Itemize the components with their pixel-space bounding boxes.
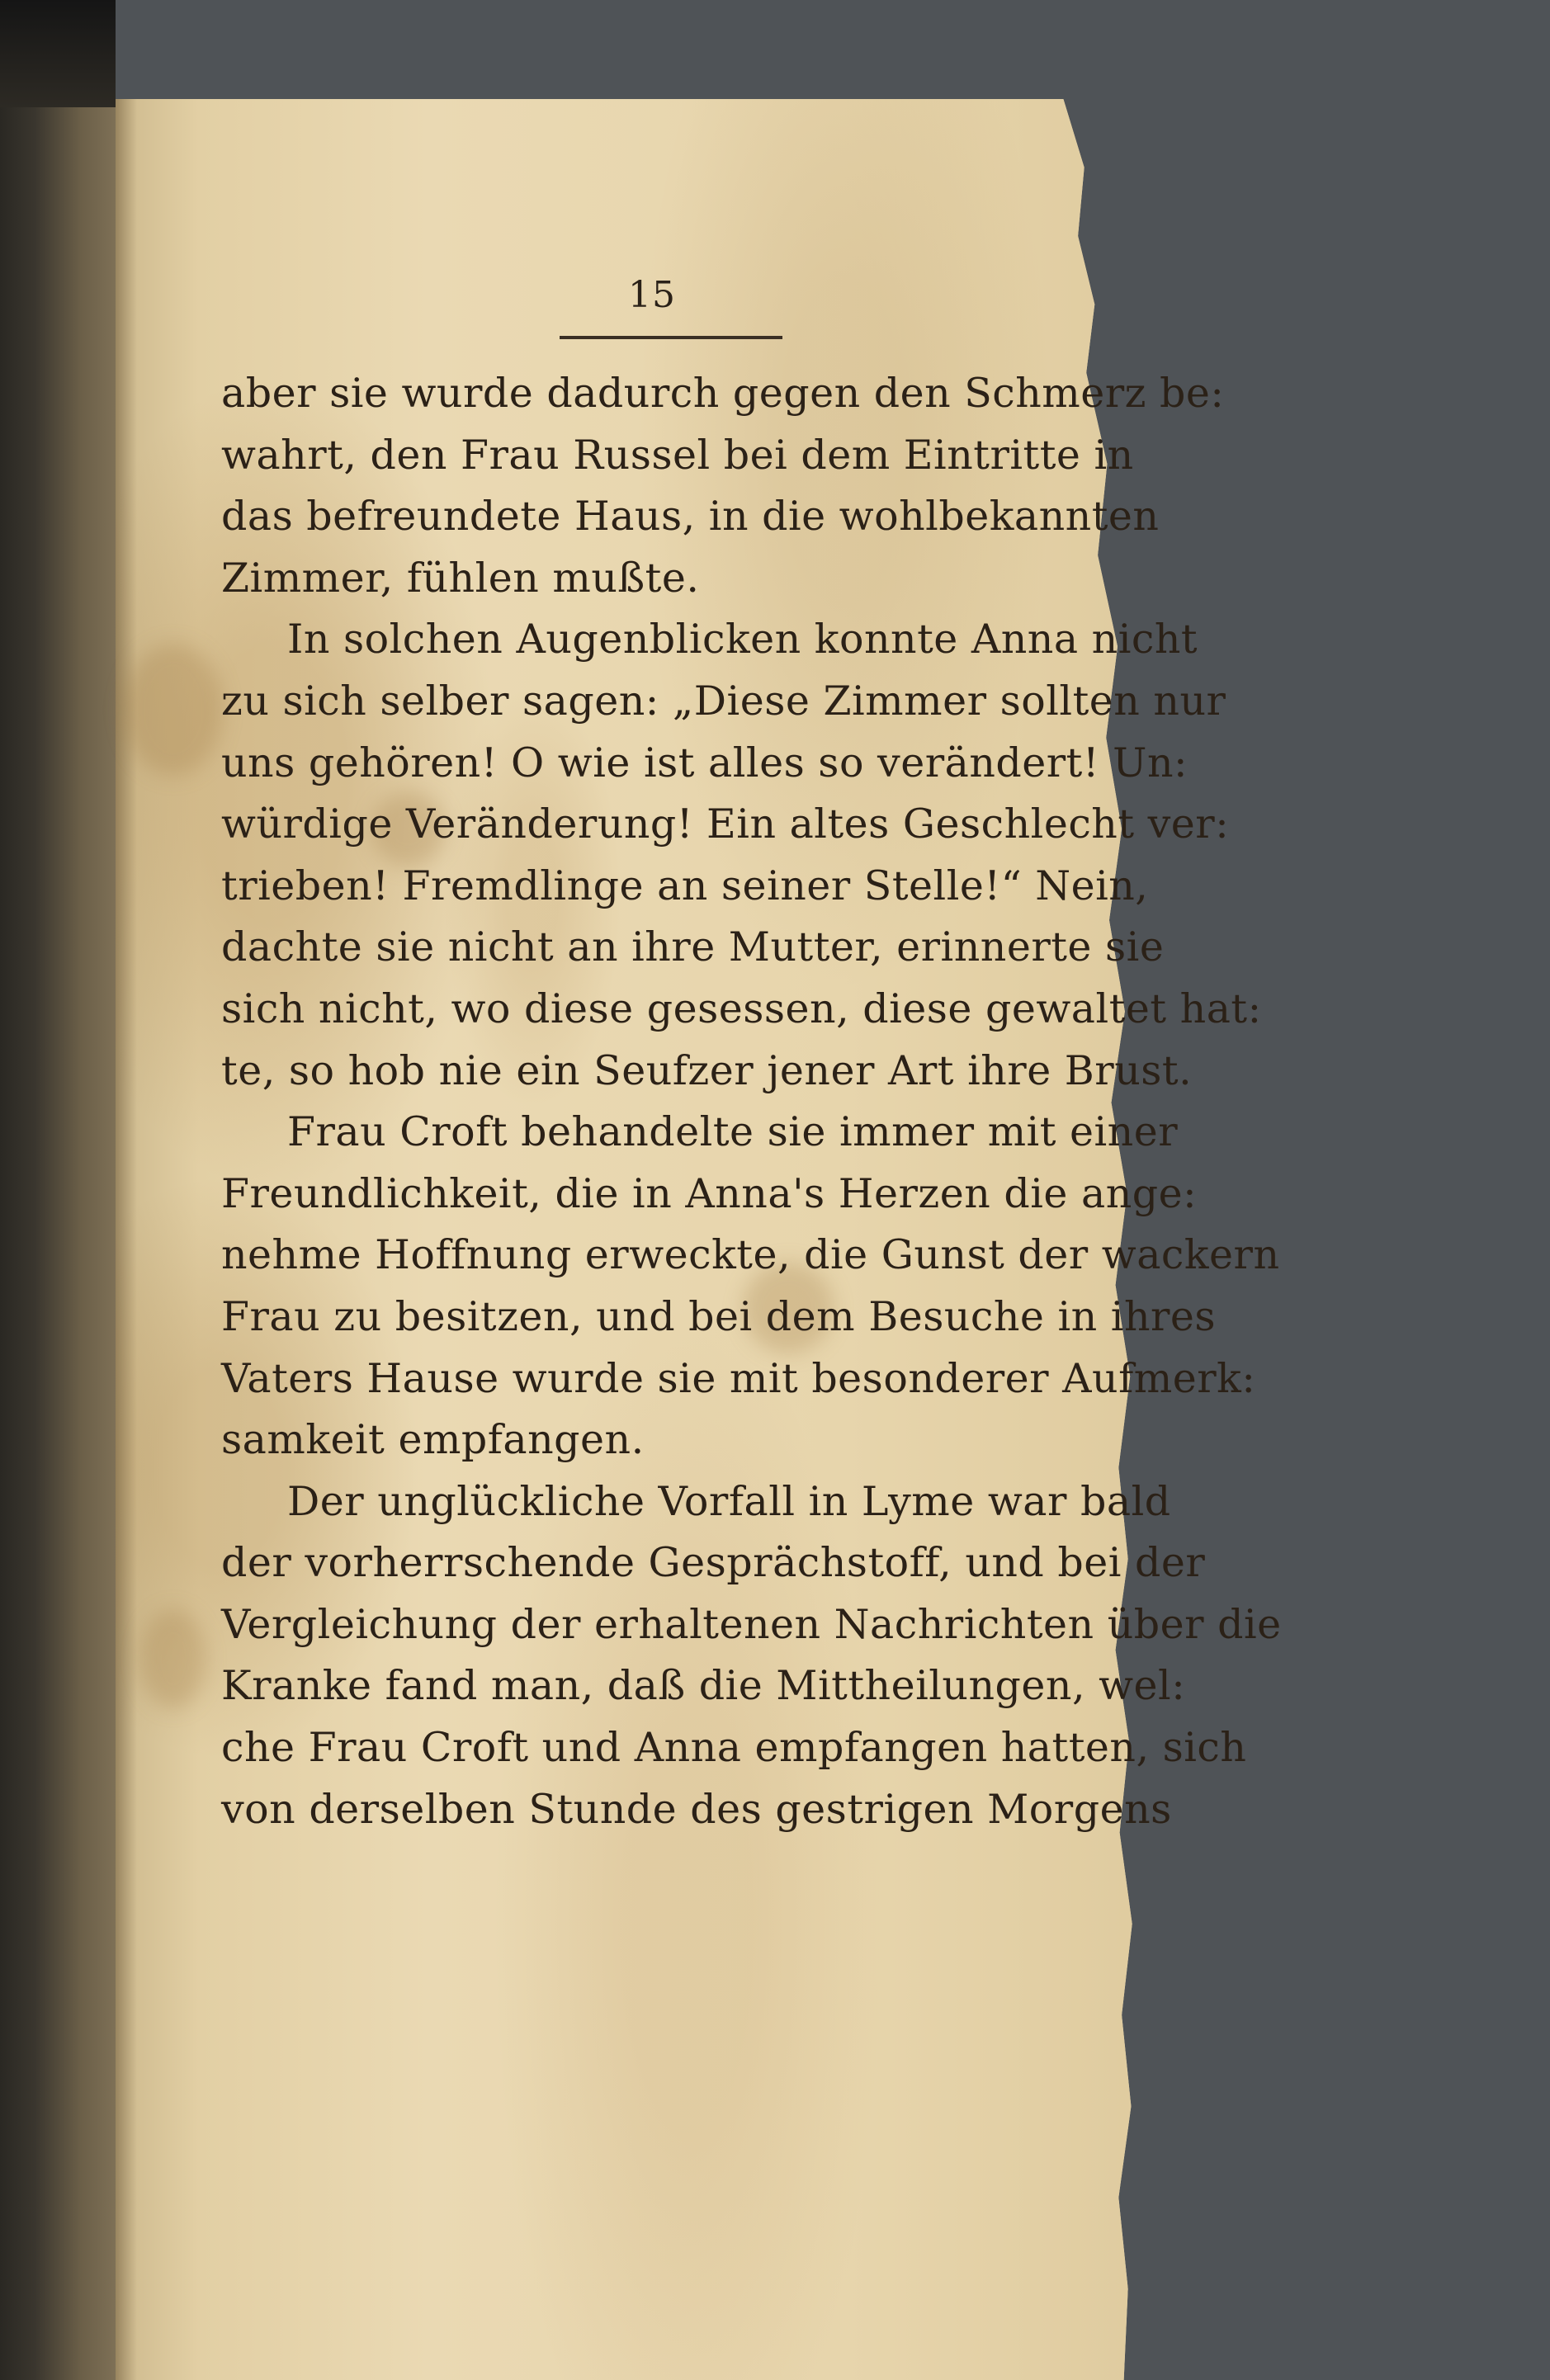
- text-line: Vaters Hause wurde sie mit besonderer Aufmerk:: [221, 1354, 1256, 1402]
- binding-corner: [0, 0, 116, 107]
- text-line: Freundlichkeit, die in Anna's Herzen die ange:: [221, 1169, 1198, 1217]
- text-line: Zimmer, fühlen mußte.: [221, 554, 700, 602]
- foxing-stain: [140, 1609, 206, 1708]
- text-line: samkeit empfangen.: [221, 1416, 645, 1464]
- page-number: 15: [628, 274, 676, 316]
- text-line: Frau Croft behandelte sie immer mit einer: [287, 1108, 1179, 1156]
- text-line: Der unglückliche Vorfall in Lyme war bald: [287, 1477, 1171, 1525]
- text-line: wahrt, den Frau Russel bei dem Eintritte in: [221, 431, 1134, 479]
- text-line: Frau zu besitzen, und bei dem Besuche in ihres: [221, 1292, 1217, 1340]
- text-line: nehme Hoffnung erweckte, die Gunst der wackern: [221, 1231, 1280, 1279]
- text-line: aber sie wurde dadurch gegen den Schmerz be:: [221, 370, 1225, 417]
- text-line: Kranke fand man, daß die Mittheilungen, wel:: [221, 1662, 1186, 1710]
- text-line: dachte sie nicht an ihre Mutter, erinnerte sie: [221, 923, 1165, 971]
- header-rule: [560, 336, 782, 339]
- text-line: der vorherrschende Gesprächstoff, und bei der: [221, 1539, 1206, 1587]
- text-line: Vergleichung der erhaltenen Nachrichten über die: [221, 1600, 1282, 1648]
- text-line: das befreundete Haus, in die wohlbekannten: [221, 493, 1160, 541]
- foxing-stain: [124, 644, 223, 776]
- text-line: che Frau Croft und Anna empfangen hatten, sich: [221, 1724, 1247, 1772]
- text-line: te, so hob nie ein Seufzer jener Art ihre Brust.: [221, 1046, 1193, 1094]
- text-line: uns gehören! O wie ist alles so verändert! Un:: [221, 739, 1188, 786]
- text-line: trieben! Fremdlinge an seiner Stelle!“ Nein,: [221, 862, 1149, 909]
- text-line: sich nicht, wo diese gesessen, diese gewaltet hat:: [221, 985, 1262, 1032]
- book-binding-edge: [0, 0, 116, 2380]
- text-line: würdige Veränderung! Ein altes Geschlecht ver:: [221, 800, 1230, 848]
- page-gutter-shadow: [116, 99, 137, 2380]
- body-text: [221, 363, 1282, 1840]
- text-line: In solchen Augenblicken konnte Anna nicht: [287, 616, 1198, 663]
- text-line: von derselben Stunde des gestrigen Morgens: [221, 1785, 1172, 1833]
- text-line: zu sich selber sagen: „Diese Zimmer sollten nur: [221, 677, 1226, 725]
